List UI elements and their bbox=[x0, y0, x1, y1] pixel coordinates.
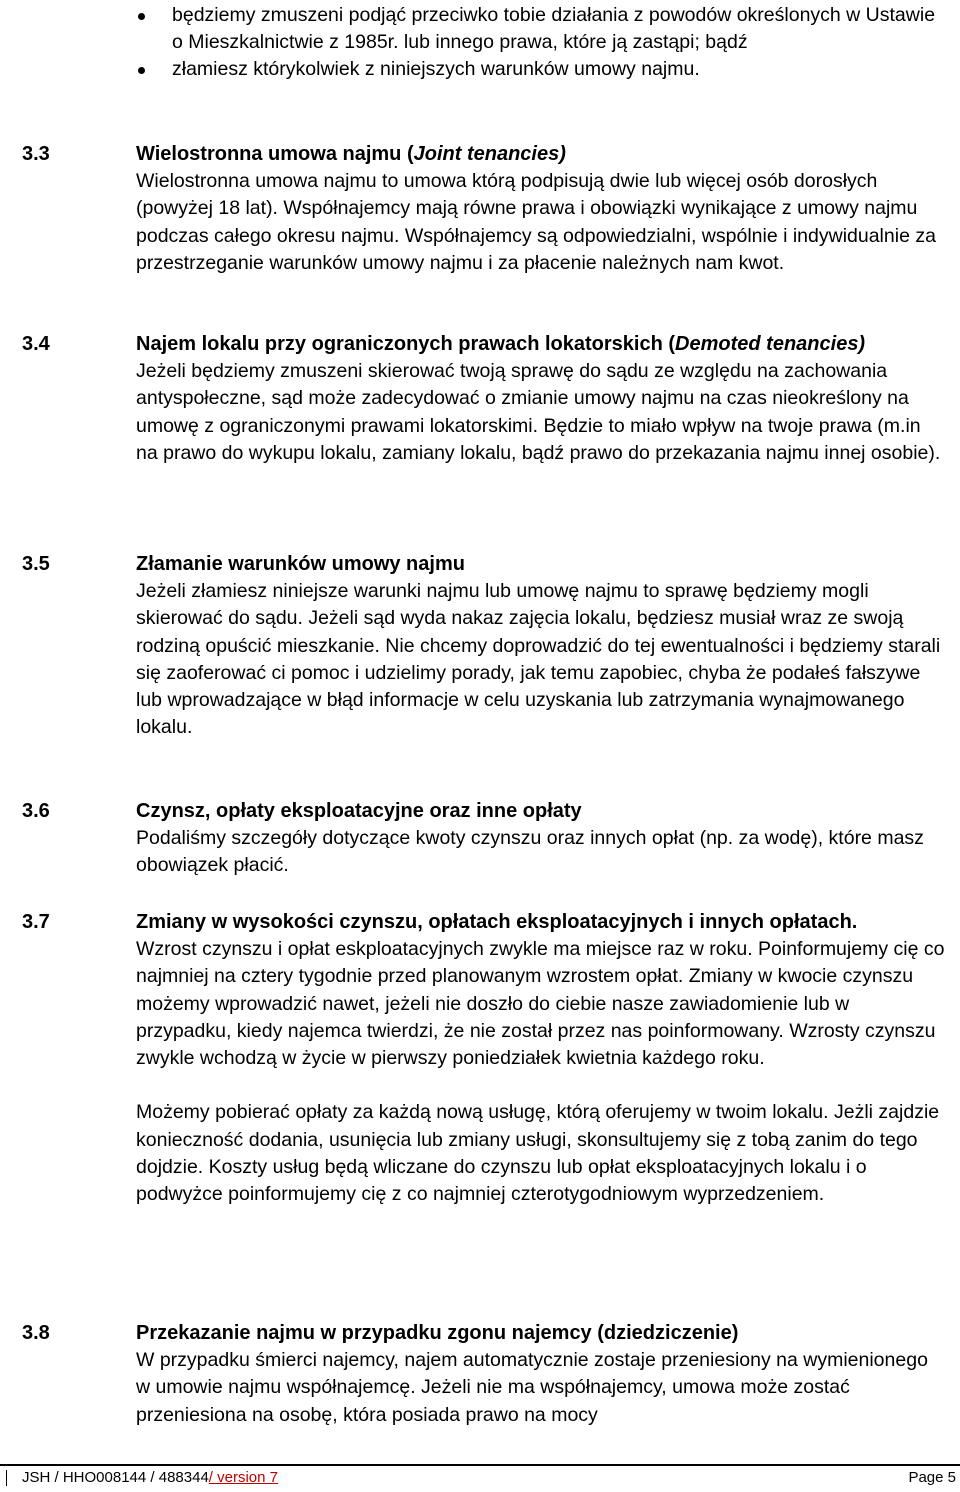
section-number: 3.7 bbox=[22, 911, 50, 933]
bullet-icon bbox=[138, 67, 145, 74]
bullet-list bbox=[136, 2, 936, 83]
section-paragraph: Jeżeli będziemy zmuszeni skierować twoją sprawę do sądu ze względu na zachowania antyspołeczne, sąd może zadecydować o zmianie umowy najmu na czas nieokreślony na umowę z ograniczonymi prawami lokatorskimi. Będzie to miało wpływ na twoje prawa (m.in na prawo do wykupu lokalu, zamiany lokalu, bądź prawo do przekazania najmu innej osobie). bbox=[136, 360, 941, 464]
section-title: Najem lokalu przy ograniczonych prawach lokatorskich (Demoted tenancies) bbox=[136, 333, 866, 355]
version-link[interactable]: / version 7 bbox=[208, 1469, 278, 1486]
section-number: 3.8 bbox=[22, 1322, 50, 1344]
section-paragraph: Możemy pobierać opłaty za każdą nową usługę, którą oferujemy w twoim lokalu. Jeżli zajdzie konieczność dodania, usunięcia lub zmiany usługi, skonsultujemy się z tobą zanim do tego dojdzie. Koszty usług będą wliczane do czynszu lub opłat eksploatacyjnych lokalu i o podwyżce poinformujemy cię z co najmniej czterotygodniowym wyprzedzeniem. bbox=[136, 1101, 940, 1206]
section-title: Czynsz, opłaty eksploatacyjne oraz inne opłaty bbox=[136, 800, 582, 822]
bullet-item bbox=[136, 2, 936, 56]
section-title: Złamanie warunków umowy najmu bbox=[136, 553, 465, 575]
page-number: Page 5 bbox=[908, 1469, 956, 1486]
section-number: 3.6 bbox=[22, 800, 50, 822]
section-number: 3.3 bbox=[22, 143, 50, 165]
bullet-icon bbox=[138, 13, 145, 20]
page-footer bbox=[0, 1466, 960, 1490]
section-number: 3.5 bbox=[22, 553, 50, 575]
section-paragraph: Wielostronna umowa najmu to umowa którą podpisują dwie lub więcej osób dorosłych (powyżej 18 lat). Współnajemcy mają równe prawa i obowiązki wynikające z umowy najmu podczas całego okresu najmu. Współnajemcy są odpowiedzialni, wspólnie i indywidualnie za przestrzeganie warunków umowy najmu i za płacenie należnych nam kwot. bbox=[136, 170, 936, 274]
document-reference: JSH / HHO008144 / 488344/ version 7 bbox=[22, 1469, 278, 1486]
bullet-text: złamiesz którykolwiek z niniejszych warunków umowy najmu. bbox=[172, 58, 700, 80]
section-title: Zmiany w wysokości czynszu, opłatach eksploatacyjnych i innych opłatach. bbox=[136, 911, 858, 933]
section-paragraph: Jeżeli złamiesz niniejsze warunki najmu lub umowę najmu to sprawę będziemy mogli skierować do sądu. Jeżeli sąd wyda nakaz zajęcia lokalu, będziesz musiał wraz ze swoją rodziną opuścić mieszkanie. Nie chcemy doprowadzić do tej ewentualności i będziemy starali się zaoferować ci pomoc i udzielimy porady, jak temu zapobiec, chyba że podałeś fałszywe lub wprowadzające w błąd informacje w celu uzyskania lub zatrzymania wynajmowanego lokalu. bbox=[136, 580, 941, 739]
bullet-item bbox=[136, 56, 936, 83]
footer-margin-mark bbox=[6, 1470, 7, 1486]
section-title: Przekazanie najmu w przypadku zgonu najemcy (dziedziczenie) bbox=[136, 1322, 739, 1344]
section-paragraph: W przypadku śmierci najemcy, najem automatycznie zostaje przeniesiony na wymienionego w umowie najmu współnajemcę. Jeżeli nie ma współnajemcy, umowa może zostać przeniesiona na osobę, która posiada prawo na mocy bbox=[136, 1349, 928, 1426]
section-paragraph: Wzrost czynszu i opłat eskploatacyjnych zwykle ma miejsce raz w roku. Poinformujemy cię co najmniej na cztery tygodnie przed planowanym wzrostem opłat. Zmiany w kwocie czynszu możemy wprowadzić nawet, jeżeli nie doszło do ciebie nasze zawiadomienie lub w przypadku, kiedy najemca twierdzi, że nie został przez nas poinformowany. Wzrosty czynszu zwykle wchodzą w życie w pierwszy poniedziałek kwietnia każdego roku. bbox=[136, 938, 945, 1070]
section-title: Wielostronna umowa najmu (Joint tenancies) bbox=[136, 143, 566, 165]
section-paragraph: Podaliśmy szczegóły dotyczące kwoty czynszu oraz innych opłat (np. za wodę), które masz obowiązek płacić. bbox=[136, 827, 924, 877]
bullet-text: będziemy zmuszeni podjąć przeciwko tobie działania z powodów określonych w Ustawie o Mieszkalnictwie z 1985r. lub innego prawa, które ją zastąpi; bądź bbox=[172, 4, 936, 53]
section-number: 3.4 bbox=[22, 333, 50, 355]
